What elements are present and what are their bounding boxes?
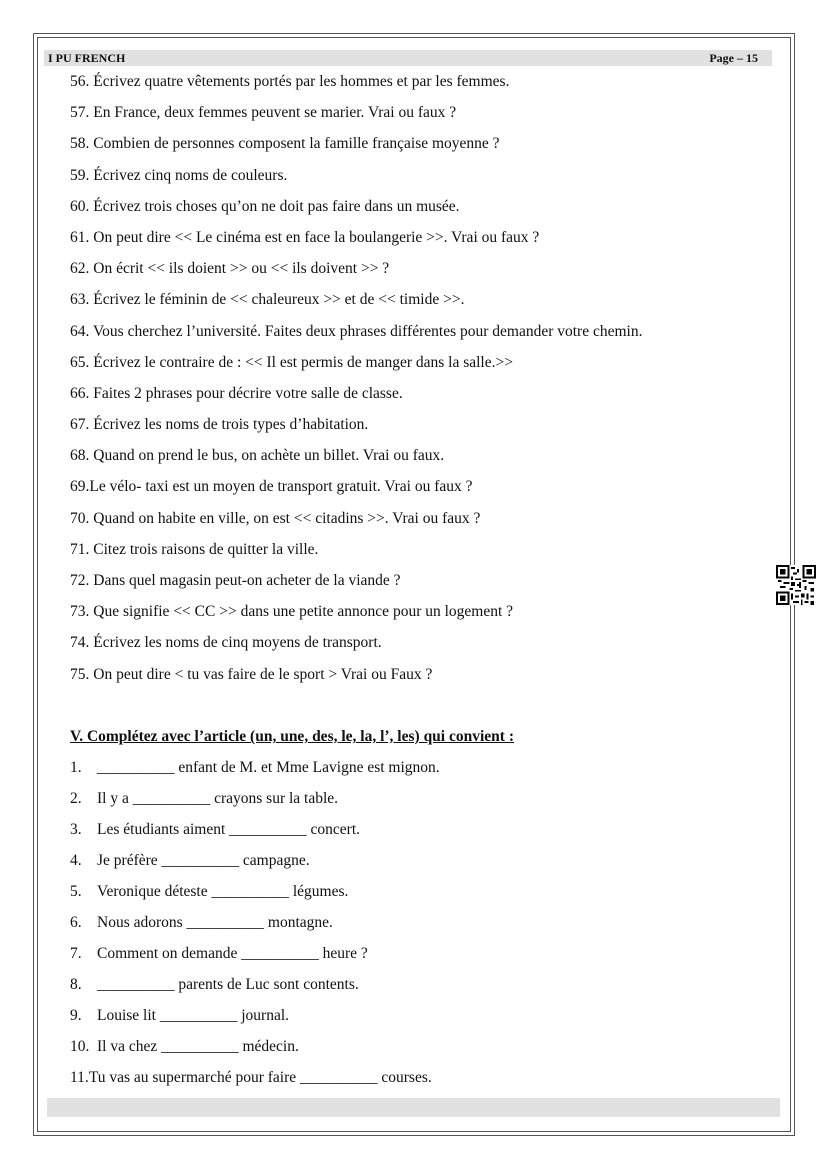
item-number: 8.	[70, 976, 82, 993]
item-text: Je préfère __________ campagne.	[97, 852, 310, 869]
header-bar	[44, 50, 772, 66]
question-item: 71. Citez trois raisons de quitter la ville.	[70, 540, 319, 558]
header-course-title: I PU FRENCH	[48, 51, 126, 65]
question-item: 74. Écrivez les noms de cinq moyens de transport.	[70, 634, 382, 652]
footer-bar	[47, 1098, 780, 1117]
item-text: Les étudiants aiment __________ concert.	[97, 821, 361, 838]
question-item: 70. Quand on habite en ville, on est << citadins >>. Vrai ou faux ?	[70, 509, 481, 527]
fill-item	[70, 850, 440, 881]
fill-item	[70, 1036, 440, 1067]
qr-code-icon	[776, 565, 816, 605]
question-item: 67. Écrivez les noms de trois types d’habitation.	[70, 416, 369, 434]
item-number: 11.	[70, 1069, 89, 1086]
fill-item	[70, 912, 440, 943]
item-number: 5.	[70, 883, 82, 900]
section-title: V. Complétez avec l’article (un, une, des, le, la, l’, les) qui convient :	[70, 728, 514, 745]
fill-item	[70, 943, 440, 974]
question-item: 58. Combien de personnes composent la famille française moyenne ?	[70, 135, 500, 153]
item-number: 1.	[70, 759, 82, 776]
item-text: Veronique déteste __________ légumes.	[97, 883, 349, 900]
item-text: __________ parents de Luc sont contents.	[97, 976, 359, 993]
fill-item	[70, 974, 440, 1005]
fill-item	[70, 819, 440, 850]
question-item: 64. Vous cherchez l’université. Faites deux phrases différentes pour demander votre chemin.	[70, 322, 643, 340]
item-text: Il y a __________ crayons sur la table.	[97, 790, 339, 807]
question-item: 72. Dans quel magasin peut-on acheter de la viande ?	[70, 572, 401, 589]
question-item: 60. Écrivez trois choses qu’on ne doit pas faire dans un musée.	[70, 197, 460, 215]
item-number: 6.	[70, 914, 82, 931]
item-number: 9.	[70, 1007, 82, 1024]
question-item: 68. Quand on prend le bus, on achète un billet. Vrai ou faux.	[70, 447, 445, 465]
item-number: 4.	[70, 852, 82, 869]
item-number: 2.	[70, 790, 82, 807]
question-item: 56. Écrivez quatre vêtements portés par les hommes et par les femmes.	[70, 73, 510, 90]
item-text: Tu vas au supermarché pour faire __________ courses.	[88, 1069, 432, 1086]
questions-list	[70, 71, 780, 695]
question-item: 69.Le vélo- taxi est un moyen de transport gratuit. Vrai ou faux ?	[70, 478, 473, 496]
fill-item	[70, 881, 440, 912]
fill-item	[70, 1067, 440, 1098]
item-text: __________ enfant de M. et Mme Lavigne est mignon.	[97, 759, 440, 776]
item-text: Il va chez __________ médecin.	[97, 1038, 299, 1055]
fill-item	[70, 757, 440, 788]
fill-item	[70, 1005, 440, 1036]
fill-in-list	[70, 757, 440, 1098]
item-number: 7.	[70, 945, 82, 962]
item-number: 10.	[70, 1038, 90, 1055]
item-text: Nous adorons __________ montagne.	[97, 914, 333, 931]
fill-item	[70, 788, 440, 819]
item-text: Comment on demande __________ heure ?	[97, 945, 368, 962]
question-item: 75. On peut dire < tu vas faire de le sport > Vrai ou Faux ?	[70, 665, 433, 683]
question-item: 61. On peut dire << Le cinéma est en face la boulangerie >>. Vrai ou faux ?	[70, 228, 540, 246]
item-number: 3.	[70, 821, 82, 838]
question-item: 65. Écrivez le contraire de : << Il est permis de manger dans la salle.>>	[70, 353, 513, 371]
question-item: 62. On écrit << ils doient >> ou << ils doivent >> ?	[70, 260, 390, 278]
question-item: 57. En France, deux femmes peuvent se marier. Vrai ou faux ?	[70, 104, 457, 122]
question-item: 66. Faites 2 phrases pour décrire votre salle de classe.	[70, 384, 403, 402]
header-page-number: Page – 15	[709, 51, 758, 65]
item-text: Louise lit __________ journal.	[97, 1007, 290, 1024]
question-item: 73. Que signifie << CC >> dans une petite annonce pour un logement ?	[70, 603, 514, 621]
question-item: 63. Écrivez le féminin de << chaleureux >> et de << timide >>.	[70, 291, 465, 309]
question-item: 59. Écrivez cinq noms de couleurs.	[70, 166, 288, 184]
